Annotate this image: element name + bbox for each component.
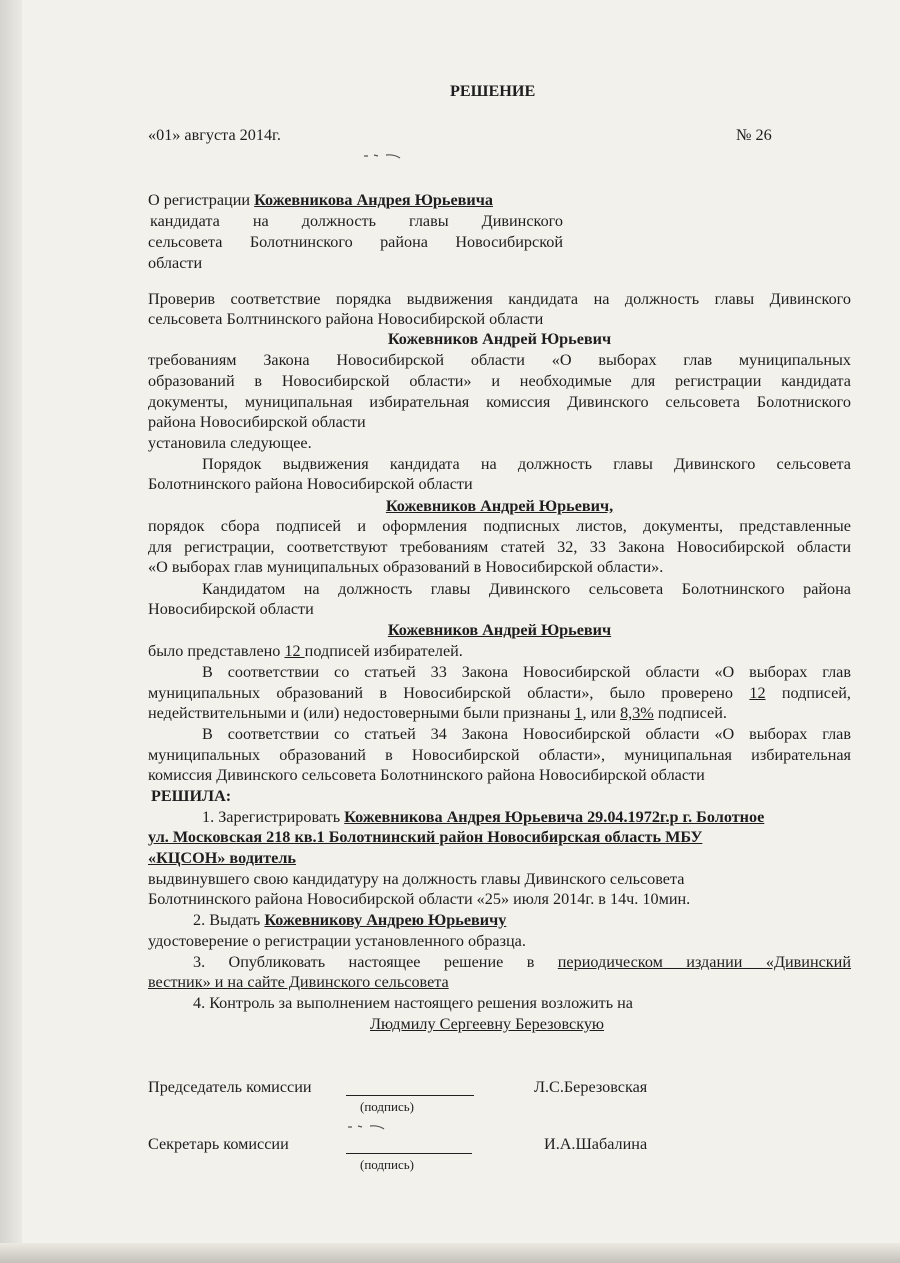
p7-line-3-suffix: подписей.	[653, 704, 727, 722]
p7-line-3-mid: , или	[582, 704, 621, 722]
p6-suffix: подписей избирателей.	[304, 642, 463, 660]
p7-line-3-prefix: недействительными и (или) недостоверными были признаны	[148, 704, 575, 722]
p8-line-1: В соответствии со статьей 34 Закона Новосибирской области «О выборах глав	[202, 725, 851, 743]
p7-invalid-count: 1	[574, 704, 583, 722]
candidate-name-2: Кожевников Андрей Юрьевич,	[385, 497, 614, 515]
item-1-candidate-details: Кожевникова Андрея Юрьевича 29.04.1972г.р г. Болотное	[344, 808, 765, 826]
item-1-line-5: Болотнинского района Новосибирской области «25» июля 2014г. в 14ч. 10мин.	[148, 890, 691, 908]
p7-line-1: В соответствии со статьей 33 Закона Новосибирской области «О выборах глав	[202, 663, 851, 681]
item-2-line-2: удостоверение о регистрации установленного образца.	[148, 932, 526, 950]
p3-line-1: Порядок выдвижения кандидата на должность главы Дивинского сельсовета	[202, 455, 851, 473]
item-3-line-2: вестник» и на сайте Дивинского сельсовета	[148, 973, 449, 991]
p2-line-2: образований в Новосибирской области» и необходимые для регистрации кандидата	[148, 372, 851, 390]
item-1-line-2: ул. Московская 218 кв.1 Болотнинский район Новосибирская область МБУ	[148, 828, 703, 846]
p7-line-2	[148, 683, 851, 703]
subject-line-3: сельсовета Болотнинского района Новосибирской	[148, 233, 563, 251]
item-3-prefix: 3. Опубликовать настоящее решение в	[193, 953, 558, 971]
p4-line-2: для регистрации, соответствуют требованиям статей 32, 33 Закона Новосибирской области	[148, 538, 851, 556]
item-1-line-3: «КЦСОН» водитель	[148, 849, 296, 867]
scan-bottom-edge	[0, 1243, 900, 1263]
subject-line-1	[148, 190, 493, 210]
candidate-name-1: Кожевников Андрей Юрьевич	[387, 330, 612, 348]
p6-signature-count: 12	[284, 642, 305, 660]
item-2-candidate-name: Кожевникову Андрею Юрьевичу	[264, 911, 507, 929]
item-4-responsible-person: Людмилу Сергеевну Березовскую	[370, 1015, 605, 1033]
scan-speck	[362, 153, 402, 159]
scan-speck	[346, 1124, 386, 1130]
chair-signature-line	[346, 1095, 474, 1096]
item-3-publication: периодическом издании «Дивинский	[557, 953, 851, 971]
p8-line-3: комиссия Дивинского сельсовета Болотнинского района Новосибирской области	[148, 766, 705, 784]
p2-line-3: документы, муниципальная избирательная комиссия Дивинского сельсовета Болотниского	[148, 393, 851, 411]
p6-line	[148, 641, 463, 661]
p7-invalid-percent: 8,3%	[620, 704, 654, 722]
chair-name: Л.С.Березовская	[534, 1078, 648, 1096]
item-1-line-1	[202, 807, 764, 827]
document-date: «01» августа 2014г.	[148, 126, 281, 144]
p4-line-1: порядок сбора подписей и оформления подписных листов, документы, представленные	[148, 517, 851, 535]
subject-line-2: кандидата на должность главы Дивинского	[150, 212, 563, 230]
subject-candidate-name: Кожевникова Андрея Юрьевича	[254, 191, 493, 209]
p3-line-2: Болотнинского района Новосибирской области	[148, 475, 473, 493]
chair-signature-caption: (подпись)	[360, 1099, 414, 1114]
p7-line-2-prefix: муниципальных образований в Новосибирской области», было проверено	[148, 684, 750, 702]
resolved-heading: РЕШИЛА:	[151, 787, 232, 805]
p2-line-4: района Новосибирской области	[148, 413, 366, 431]
chair-label: Председатель комиссии	[148, 1078, 312, 1096]
secretary-label: Секретарь комиссии	[148, 1135, 289, 1153]
item-3-line-1	[193, 952, 851, 972]
secretary-signature-line	[346, 1153, 472, 1154]
p7-line-3	[148, 703, 727, 723]
secretary-signature-caption: (подпись)	[360, 1157, 414, 1172]
p7-line-2-suffix: подписей,	[765, 684, 851, 702]
secretary-name: И.А.Шабалина	[544, 1135, 648, 1153]
subject-prefix: О регистрации	[148, 191, 255, 209]
p2-line-1: требованиям Закона Новосибирской области «О выборах глав муниципальных	[148, 351, 851, 369]
item-4-line-1: 4. Контроль за выполнением настоящего решения возложить на	[193, 994, 633, 1012]
p6-prefix: было представлено	[148, 642, 285, 660]
document-number: № 26	[736, 126, 772, 144]
candidate-name-3: Кожевников Андрей Юрьевич	[387, 621, 612, 639]
p5-line-1: Кандидатом на должность главы Дивинского сельсовета Болотнинского района	[202, 580, 851, 598]
scan-left-edge	[0, 0, 22, 1263]
p7-checked-count: 12	[749, 684, 766, 702]
p1-line-1: Проверив соответствие порядка выдвижения кандидата на должность главы Дивинского	[148, 290, 851, 308]
p1-line-2: сельсовета Болтнинского района Новосибирской области	[148, 310, 544, 328]
document-title: РЕШЕНИЕ	[450, 82, 536, 100]
item-2-prefix: 2. Выдать	[193, 911, 265, 929]
subject-line-4: области	[148, 254, 203, 272]
item-2-line-1	[193, 910, 506, 930]
p4-line-3: «О выборах глав муниципальных образований в Новосибирской области».	[148, 558, 664, 576]
item-1-prefix: 1. Зарегистрировать	[202, 808, 345, 826]
p8-line-2: муниципальных образований в Новосибирской области», муниципальная избирательная	[148, 746, 851, 764]
p5-line-2: Новосибирской области	[148, 600, 314, 618]
p2-line-5: установила следующее.	[148, 434, 312, 452]
item-1-line-4: выдвинувшего свою кандидатуру на должность главы Дивинского сельсовета	[148, 870, 685, 888]
